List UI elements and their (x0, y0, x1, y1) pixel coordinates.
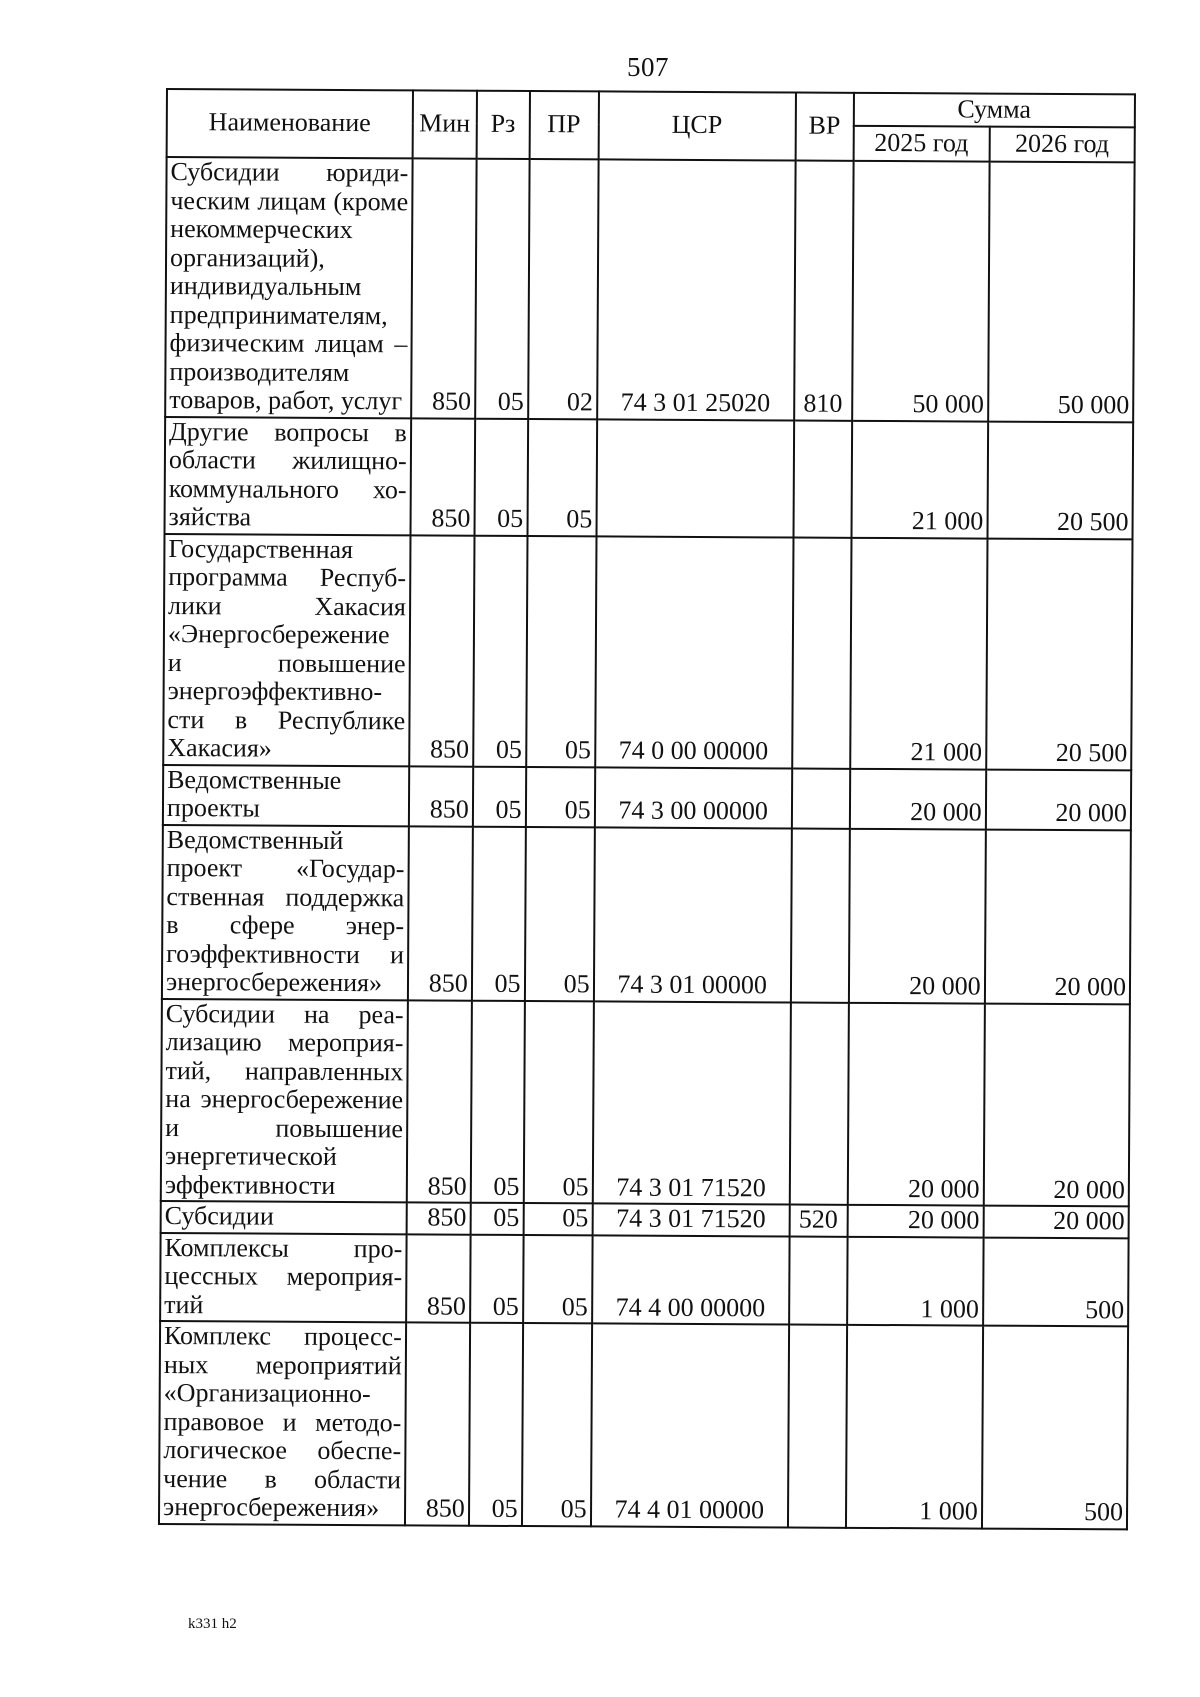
row-sum-2025: 20 000 (847, 1002, 984, 1205)
row-sum-2026: 20 000 (983, 1206, 1128, 1238)
table-row (160, 1232, 1128, 1326)
row-csr: 74 0 00 00000 (595, 536, 793, 768)
row-min: 850 (406, 1234, 470, 1323)
header-year-2026: 2026 год (989, 127, 1135, 163)
table-header (167, 89, 1135, 162)
header-pr: ПР (529, 91, 598, 159)
row-csr: 74 4 01 00000 (591, 1323, 789, 1527)
row-rz: 05 (473, 535, 527, 766)
row-rz: 05 (472, 826, 526, 1000)
row-name: Другие вопросы в области жилищно-коммунального хозяйства (165, 417, 411, 535)
row-csr: 74 4 00 00000 (592, 1235, 790, 1325)
row-vr (793, 420, 852, 537)
row-pr: 05 (523, 1235, 593, 1324)
header-sum: Сумма (853, 93, 1135, 128)
table-row (161, 998, 1130, 1206)
table-body (159, 157, 1135, 1529)
row-sum-2026: 20 000 (983, 1003, 1129, 1206)
row-csr (596, 419, 794, 537)
row-vr (789, 1236, 847, 1325)
row-rz: 05 (471, 1000, 525, 1203)
row-min: 850 (406, 1202, 470, 1234)
row-sum-2025: 50 000 (852, 161, 990, 421)
row-min: 850 (409, 766, 473, 826)
row-pr: 05 (523, 1203, 592, 1235)
row-name: Субсидии юридическим лицам (кроме некоммерческих организаций), индивидуальным предпринимателям, физическим лицам – производителям товаров, работ, услуг (165, 157, 412, 418)
row-vr: 520 (789, 1204, 847, 1236)
row-min: 850 (410, 418, 475, 535)
row-csr: 74 3 01 71520 (592, 1001, 790, 1205)
row-name: Ведомственные проекты (163, 764, 409, 825)
row-min: 850 (411, 158, 476, 418)
row-name: Комплекс процессных мероприятий «Организационно-правовое и методологическое обеспечение в области энергосбережения» (159, 1321, 406, 1525)
row-rz: 05 (470, 1234, 523, 1323)
row-sum-2025: 1 000 (847, 1236, 984, 1325)
row-sum-2025: 20 000 (847, 1205, 983, 1237)
row-rz: 05 (473, 766, 526, 826)
row-sum-2026: 20 000 (985, 829, 1131, 1004)
row-pr: 05 (527, 419, 597, 536)
row-sum-2026: 500 (983, 1237, 1129, 1326)
row-vr (788, 1324, 847, 1527)
header-name: Наименование (167, 89, 413, 158)
table-row (162, 824, 1131, 1003)
row-rz: 05 (475, 159, 529, 419)
row-rz: 05 (469, 1323, 523, 1526)
table-row (163, 764, 1131, 829)
header-vr: ВР (795, 93, 853, 161)
header-year-2025: 2025 год (853, 126, 989, 162)
table-row (159, 1321, 1128, 1529)
row-pr: 05 (522, 1323, 592, 1526)
row-min: 850 (405, 1322, 470, 1525)
row-csr: 74 3 01 00000 (594, 827, 792, 1002)
row-pr: 05 (525, 767, 594, 827)
row-vr (792, 537, 851, 768)
row-sum-2026: 20 500 (986, 538, 1133, 770)
row-csr: 74 3 01 25020 (597, 159, 795, 420)
row-vr: 810 (794, 161, 853, 421)
row-rz: 05 (470, 1203, 523, 1235)
row-vr (789, 1002, 848, 1205)
table-row (165, 417, 1134, 539)
header-min: Мин (412, 90, 476, 158)
row-pr: 05 (525, 827, 595, 1001)
row-name: Государственная программа Республики Хакасия «Энергосбережение и повышение энергоэффективности в Республике Хакасия» (163, 533, 410, 765)
row-rz: 05 (474, 418, 527, 535)
row-vr (792, 768, 850, 828)
row-sum-2025: 20 000 (848, 828, 985, 1003)
row-min: 850 (409, 535, 474, 766)
row-min: 850 (408, 826, 473, 1000)
row-sum-2026: 20 500 (987, 421, 1133, 539)
row-pr: 02 (528, 159, 599, 419)
table-row (165, 157, 1134, 422)
row-vr (791, 828, 850, 1002)
row-pr: 05 (526, 536, 596, 767)
row-name: Субсидии на реализацию мероприятий, направленных на энергосбережение и повышение энергетической эффективности (161, 998, 408, 1202)
row-sum-2026: 50 000 (988, 162, 1135, 422)
row-sum-2026: 500 (982, 1326, 1128, 1529)
row-sum-2026: 20 000 (986, 769, 1132, 830)
document-code: k331 h2 (188, 1616, 237, 1632)
row-name: Субсидии (161, 1201, 407, 1234)
header-csr: ЦСР (598, 91, 795, 160)
row-csr: 74 3 01 71520 (592, 1203, 789, 1236)
row-min: 850 (407, 1000, 472, 1203)
row-sum-2025: 21 000 (850, 537, 987, 769)
row-sum-2025: 20 000 (849, 768, 985, 829)
row-sum-2025: 1 000 (846, 1325, 983, 1528)
row-name: Комплексы процессных мероприятий (160, 1232, 406, 1322)
row-sum-2025: 21 000 (851, 420, 988, 538)
page-number: 507 (627, 52, 669, 82)
row-csr: 74 3 00 00000 (595, 767, 792, 828)
table-row (163, 533, 1132, 769)
row-pr: 05 (523, 1001, 593, 1204)
header-rz: Рз (476, 91, 529, 159)
row-name: Ведомственный проект «Государственная поддержка в сфере энергоэффективности и энергосбережения» (162, 824, 409, 999)
budget-table (158, 88, 1136, 1530)
